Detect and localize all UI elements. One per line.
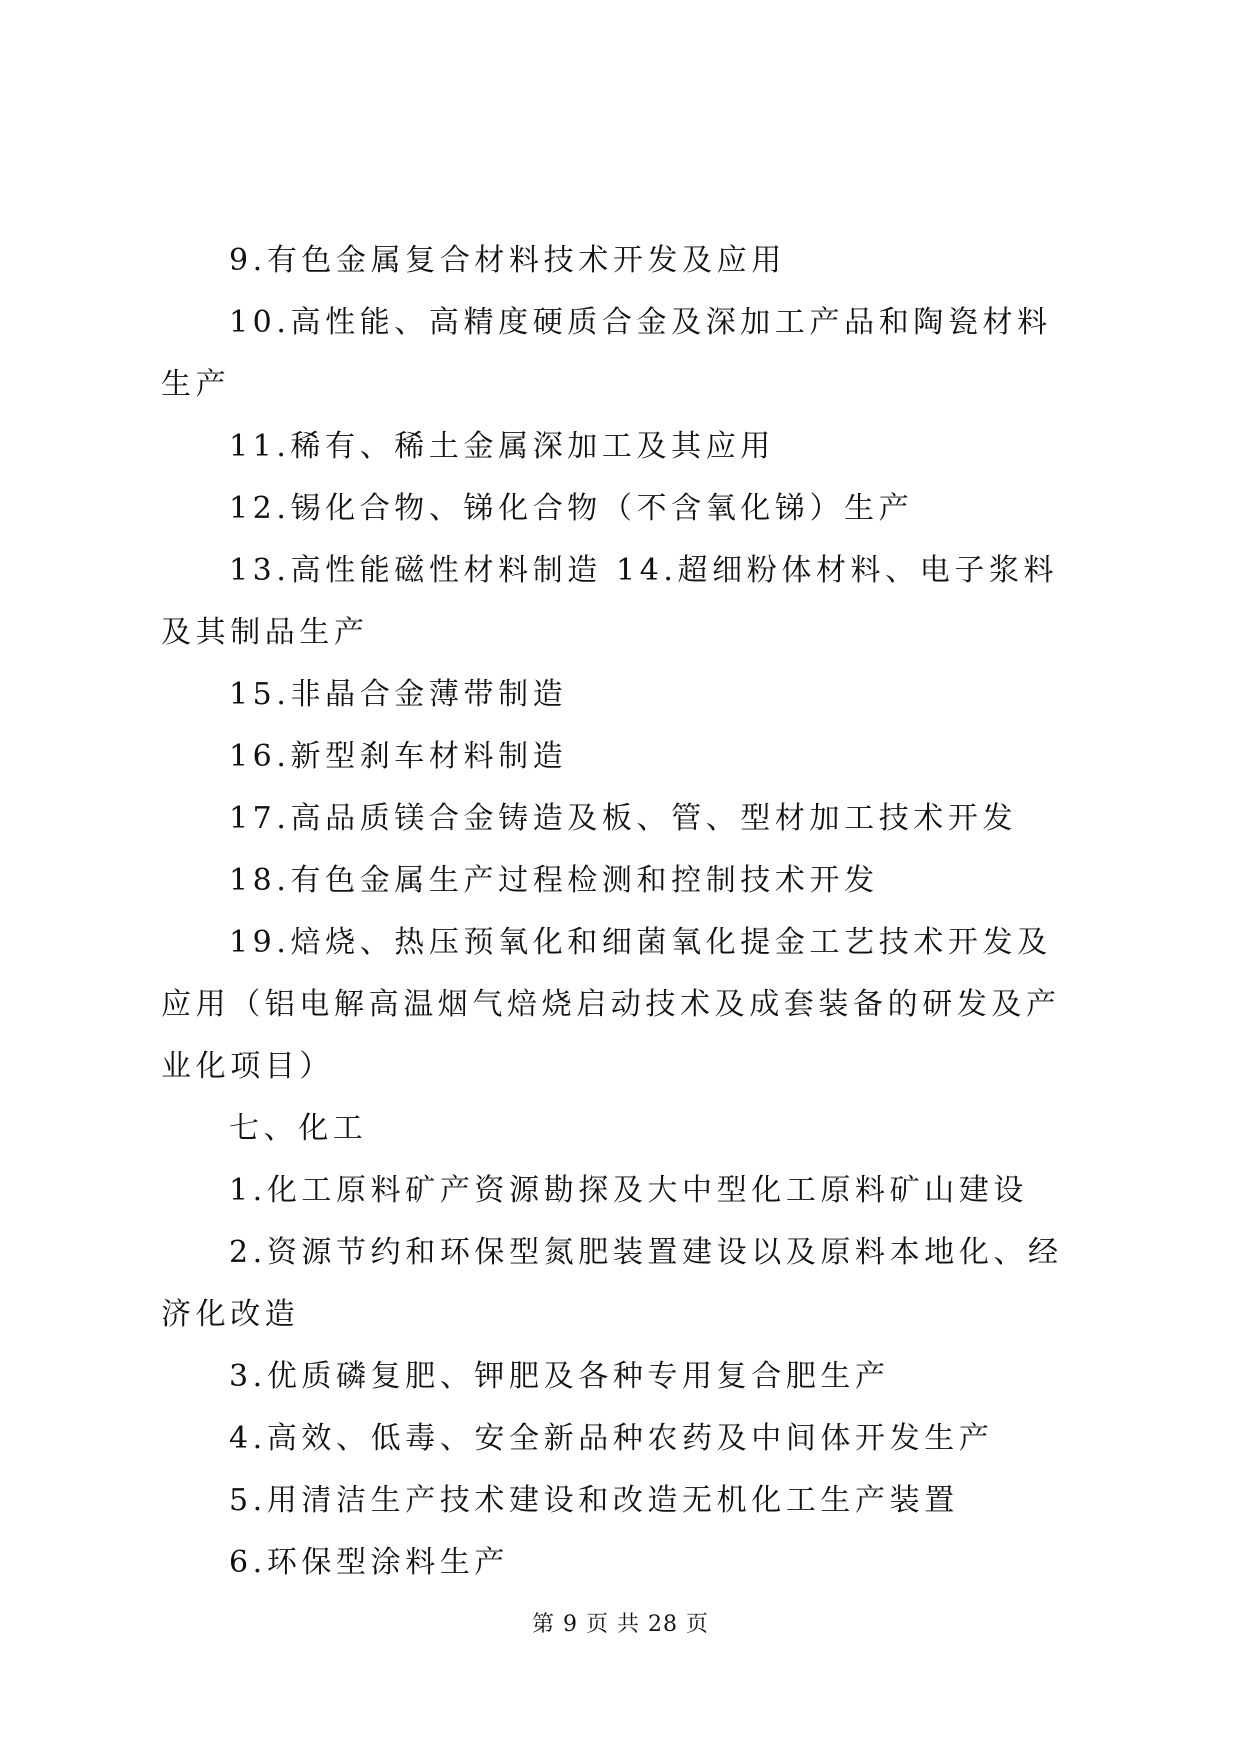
paragraph: 19.焙烧、热压预氧化和细菌氧化提金工艺技术开发及应用（铝电解高温烟气焙烧启动技术及成套装备的研发及产业化项目） xyxy=(161,925,1061,1084)
document-body xyxy=(161,230,1081,1594)
paragraph: 13.高性能磁性材料制造 14.超细粉体材料、电子浆料及其制品生产 xyxy=(161,553,1059,650)
paragraph: 12.锡化合物、锑化合物（不含氧化锑）生产 xyxy=(229,491,914,526)
section-heading: 七、化工 xyxy=(229,1111,368,1146)
paragraph: 11.稀有、稀土金属深加工及其应用 xyxy=(229,429,775,464)
paragraph: 18.有色金属生产过程检测和控制技术开发 xyxy=(229,863,879,898)
paragraph: 4.高效、低毒、安全新品种农药及中间体开发生产 xyxy=(229,1421,994,1456)
paragraph: 17.高品质镁合金铸造及板、管、型材加工技术开发 xyxy=(229,801,1018,836)
paragraph: 3.优质磷复肥、钾肥及各种专用复合肥生产 xyxy=(229,1359,890,1394)
paragraph: 9.有色金属复合材料技术开发及应用 xyxy=(229,243,786,278)
paragraph: 5.用清洁生产技术建设和改造无机化工生产装置 xyxy=(229,1483,959,1518)
paragraph: 1.化工原料矿产资源勘探及大中型化工原料矿山建设 xyxy=(229,1173,1029,1208)
paragraph: 2.资源节约和环保型氮肥装置建设以及原料本地化、经济化改造 xyxy=(161,1235,1063,1332)
page-footer: 第 9 页 共 28 页 xyxy=(532,1612,709,1637)
paragraph: 10.高性能、高精度硬质合金及深加工产品和陶瓷材料生产 xyxy=(161,305,1052,402)
paragraph: 16.新型刹车材料制造 xyxy=(229,739,568,774)
paragraph: 15.非晶合金薄带制造 xyxy=(229,677,568,712)
paragraph: 6.环保型涂料生产 xyxy=(229,1545,510,1580)
